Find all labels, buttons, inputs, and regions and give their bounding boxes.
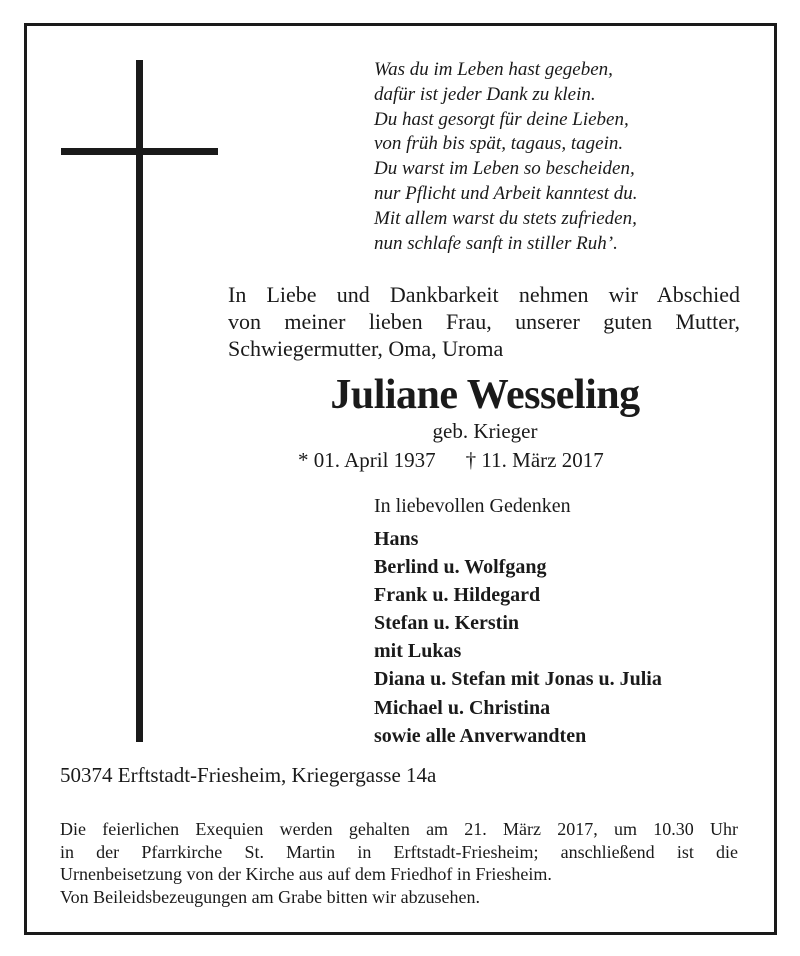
life-dates xyxy=(298,447,604,473)
mourner-item: Berlind u. Wolfgang xyxy=(374,556,547,579)
service-line: Urnenbeisetzung von der Kirche aus auf dem Friedhof in Friesheim. xyxy=(60,864,552,885)
mourner-item: Stefan u. Kerstin xyxy=(374,612,519,635)
poem-line: dafür ist jeder Dank zu klein. xyxy=(374,83,596,105)
service-line: in der Pfarrkirche St. Martin in Erftstadt-Friesheim; anschließend ist die xyxy=(60,841,738,862)
service-notice xyxy=(60,818,738,908)
mourner-item: sowie alle Anverwandten xyxy=(374,724,587,747)
poem-line: Du warst im Leben so bescheiden, xyxy=(374,158,635,180)
cross-vertical-bar xyxy=(136,60,143,742)
service-line: Von Beileidsbezeugungen am Grabe bitten wir abzusehen. xyxy=(60,886,481,907)
mourners-list xyxy=(374,525,662,750)
farewell-line: Schwiegermutter, Oma, Uroma xyxy=(228,336,504,361)
farewell-text xyxy=(228,281,740,362)
cross-horizontal-bar xyxy=(61,148,218,155)
death-date: † 11. März 2017 xyxy=(465,448,604,472)
farewell-line: In Liebe und Dankbarkeit nehmen wir Abschied xyxy=(228,282,740,307)
poem-line: Du hast gesorgt für deine Lieben, xyxy=(374,108,629,130)
poem-line: von früh bis spät, tagaus, tagein. xyxy=(374,133,624,155)
memory-line: In liebevollen Gedenken xyxy=(374,495,571,517)
poem-line: nun schlafe sanft in stiller Ruh’. xyxy=(374,232,618,254)
mourner-item: Frank u. Hildegard xyxy=(374,584,541,607)
mourner-item: Hans xyxy=(374,528,419,550)
mourner-item: Diana u. Stefan mit Jonas u. Julia xyxy=(374,668,662,691)
birth-date: * 01. April 1937 xyxy=(298,448,436,472)
poem-line: nur Pflicht und Arbeit kanntest du. xyxy=(374,182,638,204)
poem-line: Was du im Leben hast gegeben, xyxy=(374,59,613,80)
maiden-name: geb. Krieger xyxy=(432,419,538,443)
mourner-item: mit Lukas xyxy=(374,640,462,663)
mourner-item: Michael u. Christina xyxy=(374,696,551,719)
family-address: 50374 Erftstadt-Friesheim, Kriegergasse 14a xyxy=(60,763,437,787)
memorial-poem xyxy=(374,58,638,256)
farewell-line: von meiner lieben Frau, unserer guten Mutter, xyxy=(228,309,740,334)
poem-line: Mit allem warst du stets zufrieden, xyxy=(374,207,637,229)
service-line: Die feierlichen Exequien werden gehalten am 21. März 2017, um 10.30 Uhr xyxy=(60,819,738,839)
deceased-name: Juliane Wesseling xyxy=(330,372,640,418)
